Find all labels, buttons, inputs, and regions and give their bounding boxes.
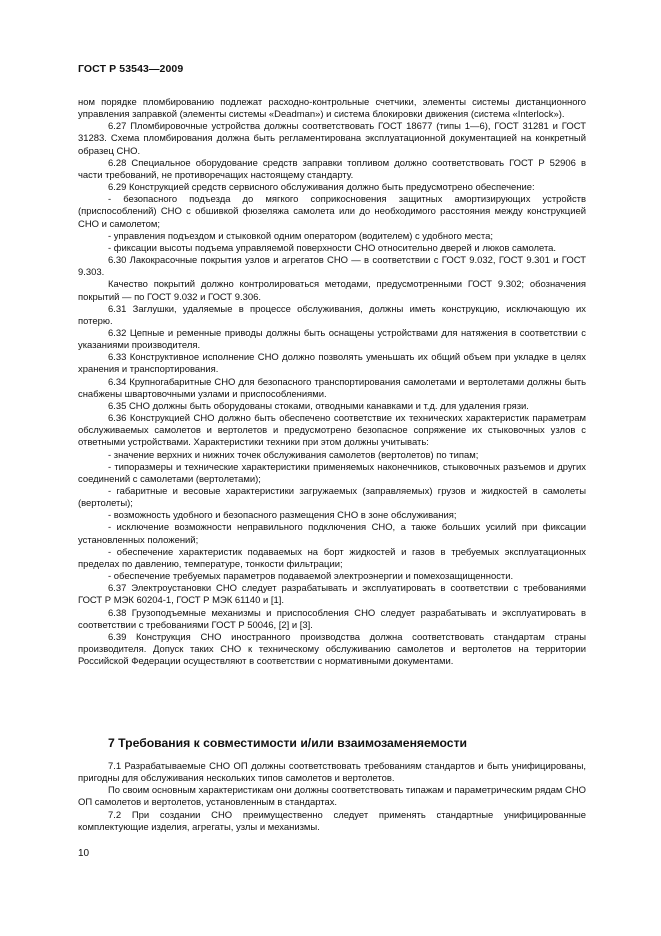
list-item: - габаритные и весовые характеристики загружаемых (заправляемых) грузов и жидкостей в самолеты (вертолеты); [78,486,586,510]
list-item: - управления подъездом и стыковкой одним оператором (водителем) с удобного места; [108,230,493,242]
paragraph-7-2: 7.2 При создании СНО преимущественно следует применять стандартные унифицированные комплектующие изделия, агрегаты, узлы и механизмы. [78,809,586,833]
paragraph-6-36: 6.36 Конструкцией СНО должно быть обеспечено соответствие их технических характеристик параметрам обслуживаемых самолетов и вертолетов и предусмотрено безопасное сопряжение их стыковочных узлов с ответными устройствами. Характеристики техники при этом должны учитывать: [78,413,586,449]
body-text [78,97,586,668]
paragraph-6-30: 6.30 Лакокрасочные покрытия узлов и агрегатов СНО — в соответствии с ГОСТ 9.032, ГОСТ 9.301 и ГОСТ 9.303. [78,255,586,279]
paragraph: По своим основным характеристикам они должны соответствовать типажам и параметрическим рядам СНО ОП самолетов и вертолетов, установленным в стандартах. [78,785,587,809]
page-number: 10 [78,848,90,859]
paragraph-6-37: 6.37 Электроустановки СНО следует разрабатывать и эксплуатировать в соответствии с требованиями ГОСТ Р МЭК 60204-1, ГОСТ Р МЭК 61140 и [1]. [78,583,586,607]
paragraph: ном порядке пломбированию подлежат расходно-контрольные счетчики, элементы системы дистанционного управления заправкой (элементы системы «Deadman») и система блокировки движения (система «Interlock»). [78,97,586,121]
list-item: - обеспечение требуемых параметров подаваемой электроэнергии и помехозащищенности. [108,571,514,583]
list-item: - возможность удобного и безопасного размещения СНО в зоне обслуживания; [108,510,457,522]
list-item: - исключение возможности неправильного подключения СНО, а также больших усилий при фиксации установленных положений; [78,522,586,546]
list-item: - типоразмеры и технические характеристики применяемых наконечников, стыковочных разъемов и других соединений с самолетами (вертолетами); [78,461,586,485]
paragraph-6-29: 6.29 Конструкцией средств сервисного обслуживания должно быть предусмотрено обеспечение: [108,182,535,194]
list-item: - обеспечение характеристик подаваемых на борт жидкостей и газов в требуемых эксплуатационных пределах по давлению, температуре, тонкости фильтрации; [78,546,586,570]
paragraph-6-28: 6.28 Специальное оборудование средств заправки топливом должно соответствовать ГОСТ Р 52906 в части требований, не противоречащих настоящему стандарту. [78,157,586,181]
section-heading: 7 Требования к совместимости и/или взаимозаменяемости [108,736,468,750]
paragraph-6-32: 6.32 Цепные и ременные приводы должны быть оснащены устройствами для натяжения в соответствии с указаниями производителя. [78,327,586,352]
paragraph-6-39: 6.39 Конструкция СНО иностранного производства должна соответствовать стандартам страны производителя. Допуск таких СНО к техническому обслуживанию самолетов и вертолетов на территории Российской Федерации осуществляют в соответствии с нормативными документами. [78,631,586,668]
paragraph-6-27: 6.27 Пломбировочные устройства должны соответствовать ГОСТ 18677 (типы 1—6), ГОСТ 31281 и ГОСТ 31283. Схема пломбирования должна быть регламентирована эксплуатационной документацией на конкретный образец СНО. [78,121,586,157]
paragraph-6-35: 6.35 СНО должны быть оборудованы стоками, отводными канавками и т.д. для удаления грязи. [108,400,529,412]
section-text [78,761,586,834]
document-header: ГОСТ Р 53543—2009 [78,63,184,75]
paragraph: Качество покрытий должно контролироваться методами, предусмотренными ГОСТ 9.302; обозначения покрытий — по ГОСТ 9.032 и ГОСТ 9.306. [78,279,586,303]
paragraph-6-31: 6.31 Заглушки, удаляемые в процессе обслуживания, должны иметь конструкцию, исключающую их потерю. [78,303,586,327]
list-item: - фиксации высоты подъема управляемой поверхности СНО относительно дверей и люков самолета. [108,242,557,254]
list-item: - безопасного подъезда до мягкого соприкосновения защитных амортизирующих устройств (приспособлений) СНО с обшивкой фюзеляжа самолета или до необходимого расстояния между конструкцией СНО и самолетом; [78,194,586,230]
paragraph-7-1: 7.1 Разрабатываемые СНО ОП должны соответствовать требованиям стандартов и быть унифицированы, пригодны для обслуживания нескольких типов самолетов и вертолетов. [78,761,586,785]
paragraph-6-34: 6.34 Крупногабаритные СНО для безопасного транспортирования самолетами и вертолетами должны быть снабжены швартовочными узлами и приспособлениями. [78,376,586,400]
paragraph-6-33: 6.33 Конструктивное исполнение СНО должно позволять уменьшать их общий объем при укладке в целях хранения и транспортирования. [78,352,586,376]
paragraph-6-38: 6.38 Грузоподъемные механизмы и приспособления СНО следует разрабатывать и эксплуатировать в соответствии с требованиями ГОСТ Р 50046, [2] и [3]. [78,607,586,631]
list-item: - значение верхних и нижних точек обслуживания самолетов (вертолетов) по типам; [108,449,479,461]
